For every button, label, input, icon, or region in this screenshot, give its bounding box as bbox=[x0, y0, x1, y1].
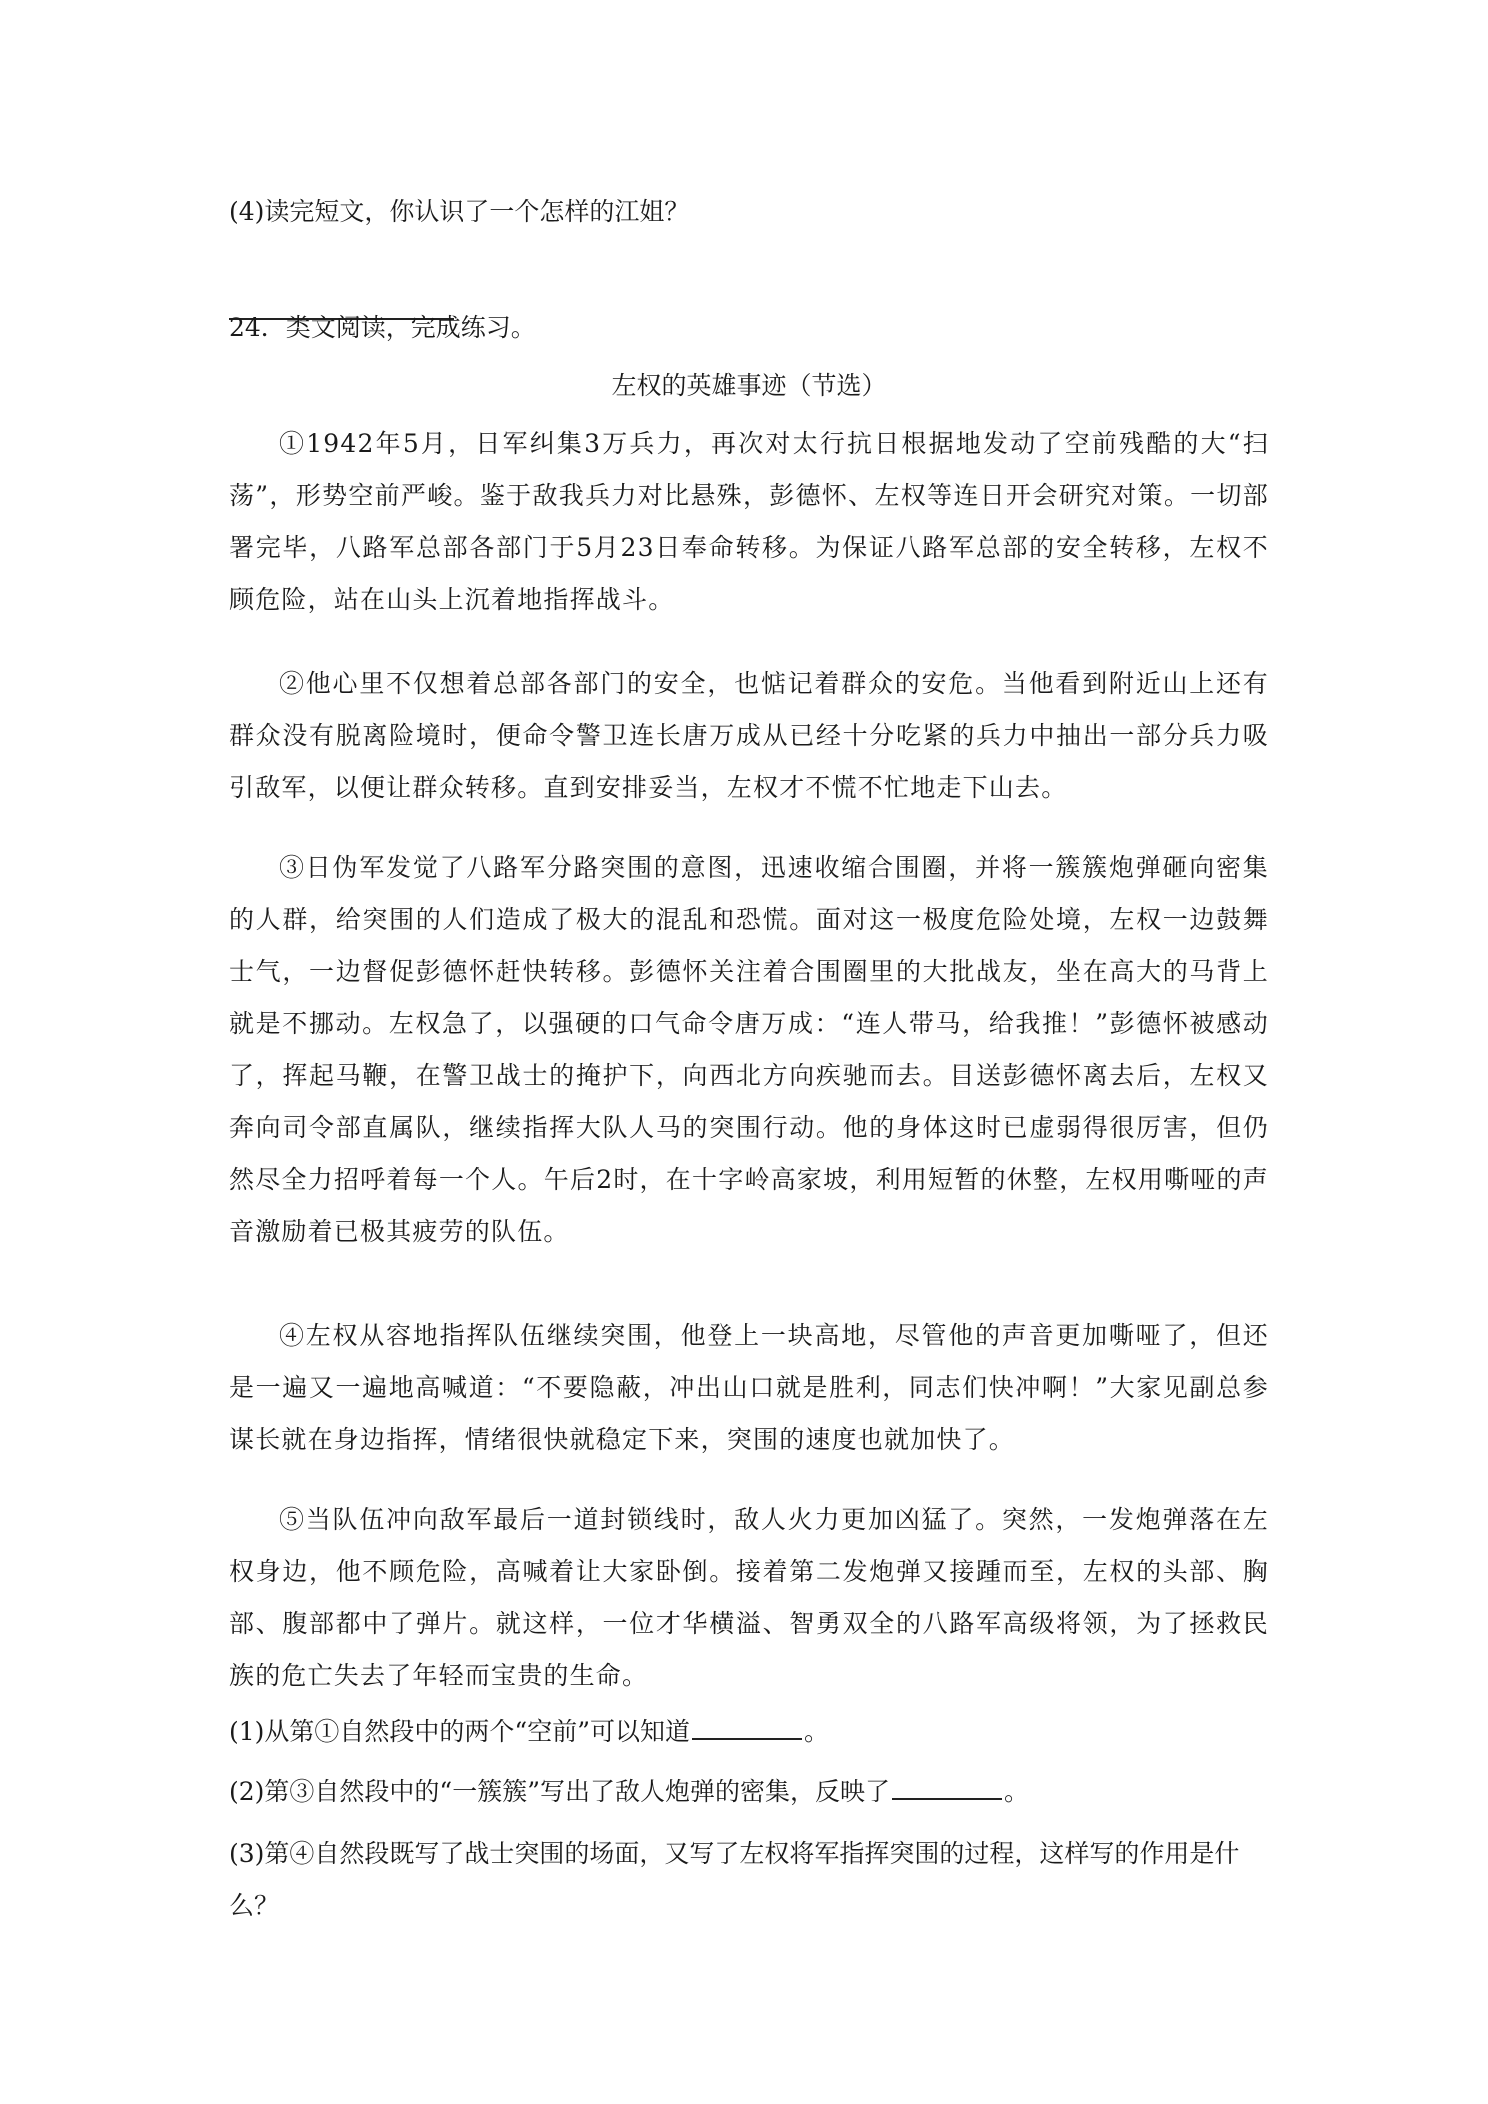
question-4-text: (4)读完短文，你认识了一个怎样的江姐？ bbox=[229, 197, 690, 226]
question-2 bbox=[229, 1766, 1269, 1818]
section-heading: 24．类文阅读，完成练习。 bbox=[229, 313, 536, 342]
paragraph-1: ①1942年5月，日军纠集3万兵力，再次对太行抗日根据地发动了空前残酷的大“扫荡”，形势空前严峻。鉴于敌我兵力对比悬殊，彭德怀、左权等连日开会研究对策。一切部署完毕，八路军总部各部门于5月23日奉命转移。为保证八路军总部的安全转移，左权不顾危险，站在山头上沉着地指挥战斗。 bbox=[229, 429, 1269, 614]
answer-blank-2[interactable] bbox=[892, 1776, 1002, 1800]
paragraph-3: ③日伪军发觉了八路军分路突围的意图，迅速收缩合围圈，并将一簇簇炮弹砸向密集的人群，给突围的人们造成了极大的混乱和恐慌。面对这一极度危险处境，左权一边鼓舞士气，一边督促彭德怀赶快转移。彭德怀关注着合围圈里的大批战友，坐在高大的马背上就是不挪动。左权急了，以强硬的口气命令唐万成：“连人带马，给我推！”彭德怀被感动了，挥起马鞭，在警卫战士的掩护下，向西北方向疾驰而去。目送彭德怀离去后，左权又奔向司令部直属队，继续指挥大队人马的突围行动。他的身体这时已虚弱得很厉害，但仍然尽全力招呼着每一个人。午后2时，在十字岭高家坡，利用短暂的休整，左权用嘶哑的声音激励着已极其疲劳的队伍。 bbox=[229, 853, 1269, 1246]
paragraph-4: ④左权从容地指挥队伍继续突围，他登上一块高地，尽管他的声音更加嘶哑了，但还是一遍又一遍地高喊道：“不要隐蔽，冲出山口就是胜利，同志们快冲啊！”大家见副总参谋长就在身边指挥，情绪很快就稳定下来，突围的速度也就加快了。 bbox=[229, 1321, 1269, 1454]
question-1 bbox=[229, 1706, 1269, 1758]
article-title: 左权的英雄事迹（节选） bbox=[611, 371, 887, 400]
answer-blank-1[interactable] bbox=[692, 1716, 802, 1740]
question-2-text: (2)第③自然段中的“一簇簇”写出了敌人炮弹的密集，反映了 bbox=[229, 1777, 890, 1806]
question-2-end: 。 bbox=[1003, 1777, 1029, 1806]
question-3: (3)第④自然段既写了战士突围的场面，又写了左权将军指挥突围的过程，这样写的作用是什么？ bbox=[229, 1839, 1240, 1920]
paragraph-5: ⑤当队伍冲向敌军最后一道封锁线时，敌人火力更加凶猛了。突然，一发炮弹落在左权身边，他不顾危险，高喊着让大家卧倒。接着第二发炮弹又接踵而至，左权的头部、胸部、腹部都中了弹片。就这样，一位才华横溢、智勇双全的八路军高级将领，为了拯救民族的危亡失去了年轻而宝贵的生命。 bbox=[229, 1505, 1269, 1690]
question-1-text: (1)从第①自然段中的两个“空前”可以知道 bbox=[229, 1717, 690, 1746]
question-1-end: 。 bbox=[803, 1717, 829, 1746]
paragraph-2: ②他心里不仅想着总部各部门的安全，也惦记着群众的安危。当他看到附近山上还有群众没有脱离险境时，便命令警卫连长唐万成从已经十分吃紧的兵力中抽出一部分兵力吸引敌军，以便让群众转移。直到安排妥当，左权才不慌不忙地走下山去。 bbox=[229, 669, 1269, 802]
